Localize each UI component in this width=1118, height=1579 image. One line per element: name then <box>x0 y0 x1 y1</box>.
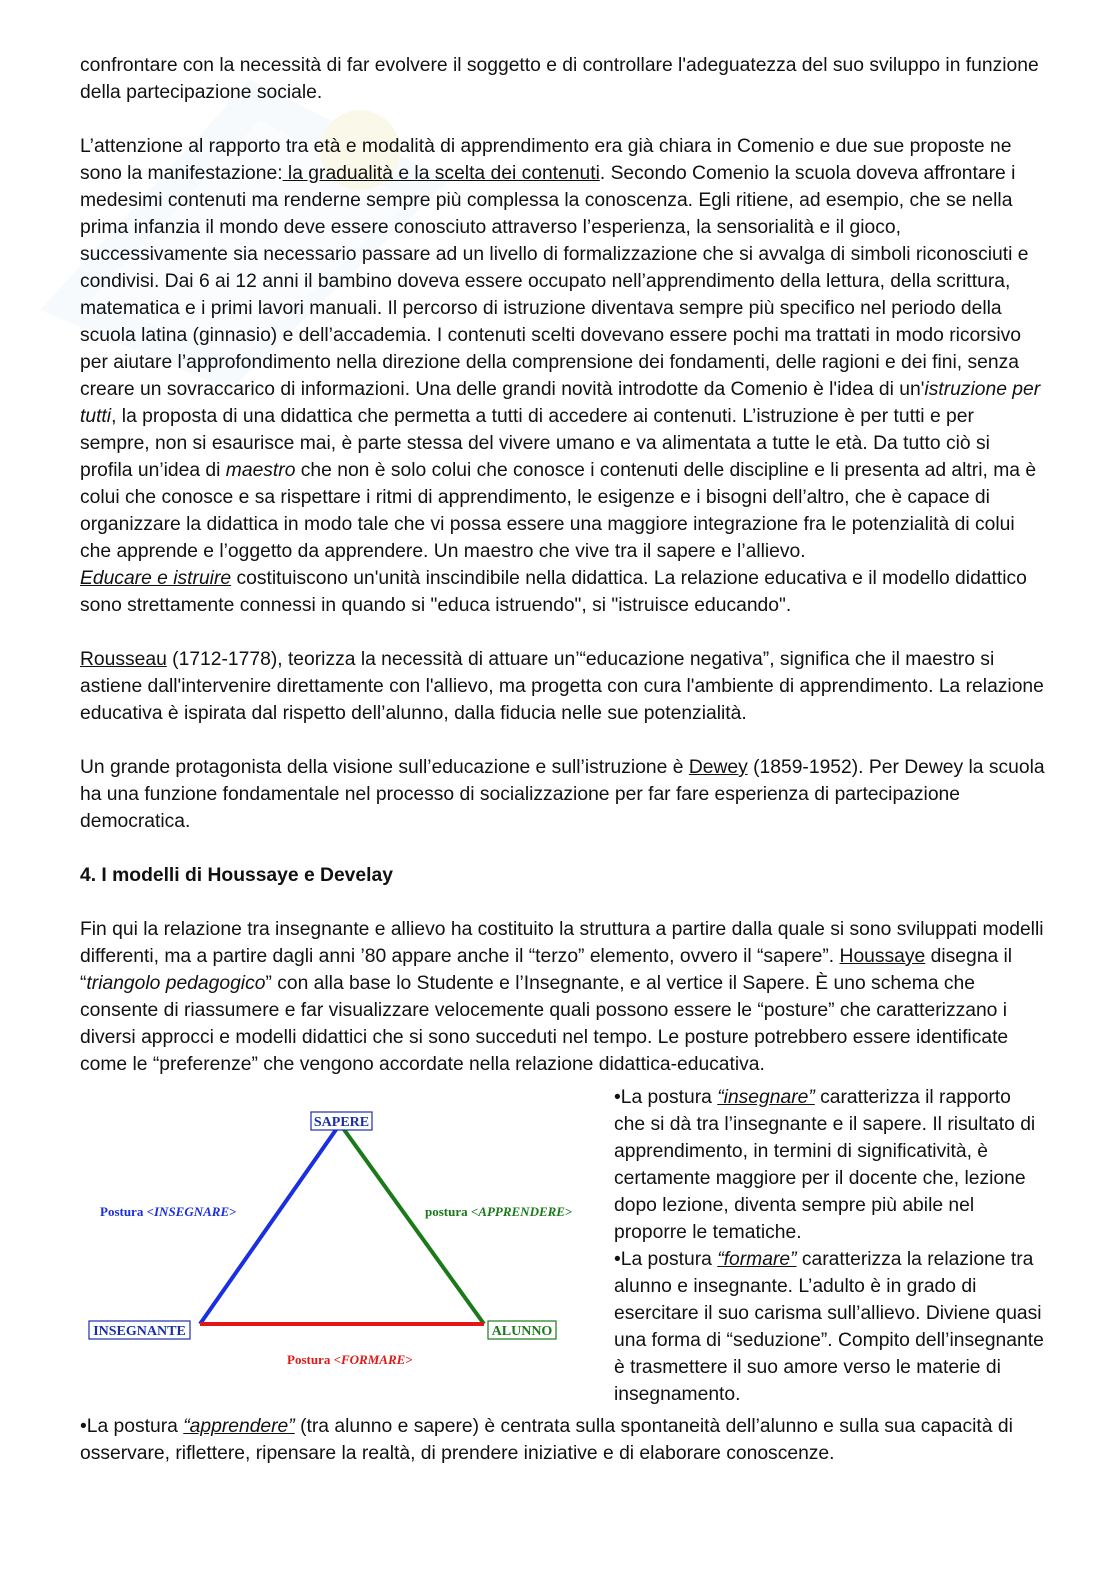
underlined-houssaye: Houssaye <box>839 946 926 967</box>
italic-istruzione: istruzione per tutti <box>80 379 1041 427</box>
paragraph-educare: Educare e istruire costituiscono un'unità inscindibile nella didattica. La relazione educativa e il modello didattico sono strettamente connessi in quando si "educa istruendo", si "istruisce educando". <box>80 568 1027 616</box>
paragraph-dewey: Un grande protagonista della visione sull’educazione e sull’istruzione è Dewey (1859-1952). Per Dewey la scuola ha una funzione fondamentale nel processo di socializzazione per far fare esperienza di partecipazione democratica. <box>80 757 1045 832</box>
edge-apprendere <box>340 1124 484 1324</box>
node-alunno: ALUNNO <box>491 1324 553 1339</box>
side-text <box>614 1084 1046 1408</box>
bullet-apprendere: •La postura “apprendere” (tra alunno e sapere) è centrata sulla spontaneità dell’alunno e sulla sua capacità di osservare, riflettere, ripensare la realtà, di prendere iniziative e di elaborare conoscenze. <box>80 1416 1013 1464</box>
document-page <box>80 52 1045 1467</box>
label-formare: Postura <FORMARE> <box>287 1352 413 1367</box>
italic-maestro: maestro <box>225 460 296 481</box>
pedagogical-triangle-diagram <box>80 1078 600 1413</box>
bullet-formare: •La postura “formare” caratterizza la relazione tra alunno e insegnante. L’adulto è in grado di esercitare il suo carisma sull’allievo. Diviene quasi una forma di “seduzione”. Compito dell’insegnante è trasmettere il suo amore verso le materie di insegnamento. <box>614 1249 1044 1405</box>
label-apprendere: postura <APPRENDERE> <box>425 1204 573 1219</box>
paragraph-comenio: L’attenzione al rapporto tra età e modalità di apprendimento era già chiara in Comenio e due sue proposte ne sono la manifestazione: la gradualità e la scelta dei contenuti. Secondo Comenio la scuola doveva affrontare i medesimi contenuti ma renderne sempre più complessa la conoscenza. Egli ritiene, ad esempio, che se nella prima infanzia il mondo deve essere conosciuto attraverso l’esperienza, la sensorialità e il gioco, successivamente sia necessario passare ad un livello di formalizzazione che si avvalga di simboli riconosciuti e condivisi. Dai 6 ai 12 anni il bambino doveva essere occupato nell’apprendimento della lettura, della scrittura, matematica e i primi lavori manuali. Il percorso di istruzione diventava sempre più specifico nel periodo della scuola latina (ginnasio) e dell’accademia. I contenuti scelti dovevano essere pochi ma trattati in modo ricorsivo per aiutare l’approfondimento nella direzione della comprensione dei fondamenti, delle ragioni e dei fini, senza creare un sovraccarico di informazioni. Una delle grandi novità introdotte da Comenio è l'idea di un'istruzione per tutti, la proposta di una didattica che permetta a tutti di accedere ai contenuti. L’istruzione è per tutti e per sempre, non si esaurisce mai, è parte stessa del vivere umano e va alimentata a tutte le età. Da tutto ciò si profila un’idea di maestro che non è solo colui che conosce i contenuti delle discipline e li presenta ad altri, ma è colui che conosce e sa rispettare i ritmi di apprendimento, le esigenze e i bisogni dell’altro, che è capace di organizzare la didattica in modo tale che vi possa essere una maggiore integrazione fra le potenzialità di colui che apprende e l’oggetto da apprendere. Un maestro che vive tra il sapere e l’allievo. <box>80 136 1041 562</box>
italic-triangolo: triangolo pedagogico <box>86 973 266 994</box>
paragraph-1: confrontare con la necessità di far evolvere il soggetto e di controllare l'adeguatezza del suo sviluppo in funzione della partecipazione sociale. <box>80 55 1039 103</box>
underlined-dewey: Dewey <box>688 757 748 778</box>
paragraph-houssaye: Fin qui la relazione tra insegnante e allievo ha costituito la struttura a partire dalla quale si sono sviluppati modelli differenti, ma a partire dagli anni ’80 appare anche il “terzo” elemento, ovvero il “sapere”. Houssaye disegna il “triangolo pedagogico” con alla base lo Studente e l’Insegnante, e al vertice il Sapere. È uno schema che consente di riassumere e far visualizzare velocemente quali possono essere le “posture” che caratterizzano i diversi approcci e modelli didattici che si sono succeduti nel tempo. Le posture potrebbero essere identificate come le “preferenze” che vengono accordate nella relazione didattica-educativa. <box>80 919 1044 1075</box>
section-heading: 4. I modelli di Houssaye e Develay <box>80 865 393 886</box>
edge-insegnare <box>200 1124 340 1324</box>
label-insegnare: Postura <INSEGNARE> <box>100 1204 237 1219</box>
bullet-insegnare: •La postura “insegnare” caratterizza il rapporto che si dà tra l’insegnante e il sapere. Il risultato di apprendimento, in termini di significatività, è certamente maggiore per il docente che, lezione dopo lezione, diventa sempre più abile nel proporre le tematiche. <box>614 1087 1036 1243</box>
figure-row <box>80 1078 1045 1413</box>
underlined-educare: Educare e istruire <box>80 568 232 589</box>
underlined-gradualita: la gradualità e la scelta dei contenuti <box>282 163 600 184</box>
node-sapere: SAPERE <box>313 1115 370 1130</box>
paragraph-rousseau: Rousseau (1712-1778), teorizza la necessità di attuare un’“educazione negativa”, significa che il maestro si astiene dall'intervenire direttamente con l'allievo, ma progetta con cura l'ambiente di apprendimento. La relazione educativa è ispirata dal rispetto dell’alunno, dalla fiducia nelle sue potenzialità. <box>80 649 1044 724</box>
underlined-rousseau: Rousseau <box>80 649 167 670</box>
node-insegnante: INSEGNANTE <box>93 1324 186 1339</box>
